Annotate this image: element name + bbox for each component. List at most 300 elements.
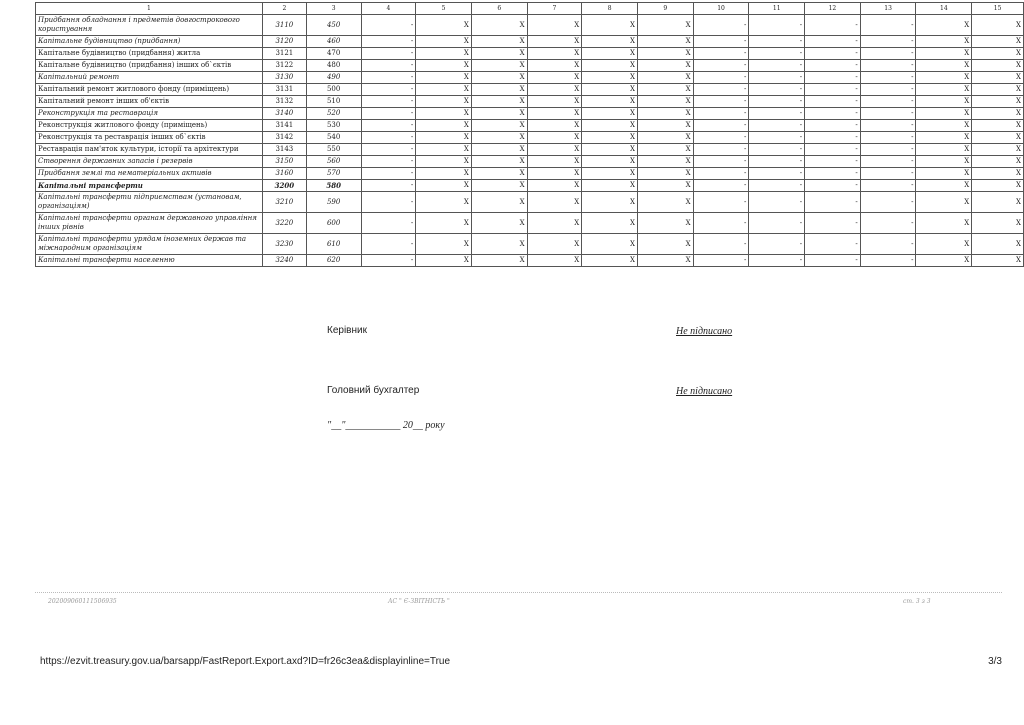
table-cell: - xyxy=(361,144,416,156)
table-cell: X xyxy=(527,72,582,84)
table-cell: - xyxy=(860,120,916,132)
table-cell: X xyxy=(637,108,693,120)
table-cell: X xyxy=(527,36,582,48)
row-kekv-code: 3120 xyxy=(262,36,306,48)
table-cell: X xyxy=(416,120,472,132)
table-cell: X xyxy=(582,180,638,192)
table-cell: X xyxy=(637,213,693,234)
table-cell: X xyxy=(471,168,527,180)
table-row xyxy=(36,180,1024,192)
table-cell: X xyxy=(637,36,693,48)
table-cell: X xyxy=(916,120,972,132)
column-header: 3 xyxy=(306,3,361,15)
table-cell: X xyxy=(972,213,1024,234)
column-header: 9 xyxy=(637,3,693,15)
table-cell: - xyxy=(693,234,749,255)
row-line-code: 580 xyxy=(306,180,361,192)
table-row xyxy=(36,60,1024,72)
table-cell: - xyxy=(361,36,416,48)
table-cell: X xyxy=(637,255,693,267)
table-cell: X xyxy=(916,255,972,267)
table-cell: X xyxy=(637,192,693,213)
row-kekv-code: 3210 xyxy=(262,192,306,213)
accountant-signature-status: Не підписано xyxy=(676,386,733,397)
table-row xyxy=(36,72,1024,84)
system-name: АС " Є-ЗВІТНІСТЬ " xyxy=(388,598,450,605)
table-cell: - xyxy=(805,168,861,180)
table-cell: X xyxy=(582,168,638,180)
table-cell: X xyxy=(416,180,472,192)
table-cell: - xyxy=(805,15,861,36)
table-cell: - xyxy=(805,60,861,72)
column-header: 11 xyxy=(749,3,805,15)
table-cell: X xyxy=(916,84,972,96)
row-name: Капітальні трансферти підприємствам (установам, організаціям) xyxy=(36,192,263,213)
table-cell: - xyxy=(693,168,749,180)
row-name: Реконструкція та реставрація інших об`єктів xyxy=(36,132,263,144)
table-cell: X xyxy=(582,120,638,132)
table-row xyxy=(36,15,1024,36)
table-cell: X xyxy=(582,144,638,156)
row-line-code: 620 xyxy=(306,255,361,267)
column-header: 6 xyxy=(471,3,527,15)
table-cell: X xyxy=(637,84,693,96)
table-row xyxy=(36,36,1024,48)
row-kekv-code: 3141 xyxy=(262,120,306,132)
table-cell: - xyxy=(805,213,861,234)
table-cell: X xyxy=(471,180,527,192)
table-cell: X xyxy=(637,180,693,192)
row-line-code: 540 xyxy=(306,132,361,144)
table-cell: - xyxy=(749,144,805,156)
table-body xyxy=(36,3,1024,267)
table-cell: X xyxy=(916,213,972,234)
table-cell: - xyxy=(805,36,861,48)
row-kekv-code: 3121 xyxy=(262,48,306,60)
table-cell: X xyxy=(582,60,638,72)
row-name: Капітальні трансферти органам державного управління інших рівнів xyxy=(36,213,263,234)
table-cell: X xyxy=(582,36,638,48)
table-row xyxy=(36,120,1024,132)
table-cell: - xyxy=(749,180,805,192)
table-cell: - xyxy=(361,255,416,267)
row-kekv-code: 3132 xyxy=(262,96,306,108)
row-name: Реконструкція житлового фонду (приміщень) xyxy=(36,120,263,132)
table-cell: - xyxy=(805,192,861,213)
table-cell: - xyxy=(860,234,916,255)
accountant-label: Головний бухгалтер xyxy=(327,385,420,396)
table-cell: X xyxy=(416,144,472,156)
table-cell: X xyxy=(471,156,527,168)
row-line-code: 460 xyxy=(306,36,361,48)
table-cell: - xyxy=(361,96,416,108)
table-cell: X xyxy=(471,108,527,120)
table-cell: X xyxy=(527,144,582,156)
table-cell: X xyxy=(916,234,972,255)
column-header: 7 xyxy=(527,3,582,15)
table-cell: X xyxy=(416,108,472,120)
table-cell: - xyxy=(361,15,416,36)
table-cell: X xyxy=(972,60,1024,72)
table-row xyxy=(36,255,1024,267)
table-cell: - xyxy=(860,72,916,84)
table-cell: X xyxy=(972,144,1024,156)
table-cell: - xyxy=(805,48,861,60)
table-cell: X xyxy=(471,84,527,96)
table-cell: - xyxy=(805,120,861,132)
table-cell: - xyxy=(749,213,805,234)
table-cell: X xyxy=(972,156,1024,168)
table-cell: X xyxy=(972,255,1024,267)
table-cell: X xyxy=(416,60,472,72)
table-cell: - xyxy=(693,96,749,108)
head-label: Керівник xyxy=(327,325,367,336)
table-cell: - xyxy=(361,108,416,120)
row-name: Капітальний ремонт xyxy=(36,72,263,84)
table-cell: X xyxy=(637,15,693,36)
column-header: 5 xyxy=(416,3,472,15)
table-cell: X xyxy=(972,234,1024,255)
table-cell: X xyxy=(527,213,582,234)
table-cell: X xyxy=(471,255,527,267)
table-cell: X xyxy=(637,156,693,168)
table-cell: - xyxy=(805,84,861,96)
table-cell: X xyxy=(471,15,527,36)
column-header: 12 xyxy=(805,3,861,15)
row-line-code: 550 xyxy=(306,144,361,156)
page-url: https://ezvit.treasury.gov.ua/barsapp/FastReport.Export.axd?ID=fr26c3ea&displayinline=True xyxy=(40,656,451,667)
table-cell: X xyxy=(582,156,638,168)
table-cell: - xyxy=(361,120,416,132)
table-row xyxy=(36,96,1024,108)
table-cell: X xyxy=(471,192,527,213)
table-cell: X xyxy=(972,48,1024,60)
table-cell: - xyxy=(860,132,916,144)
table-cell: X xyxy=(582,108,638,120)
page-counter: 3/3 xyxy=(988,656,1002,667)
table-cell: X xyxy=(416,132,472,144)
table-cell: X xyxy=(972,168,1024,180)
row-name: Капітальні трансферти населенню xyxy=(36,255,263,267)
row-line-code: 480 xyxy=(306,60,361,72)
table-cell: - xyxy=(749,60,805,72)
table-cell: X xyxy=(582,72,638,84)
table-cell: - xyxy=(805,132,861,144)
table-cell: X xyxy=(471,48,527,60)
table-cell: X xyxy=(527,48,582,60)
table-cell: - xyxy=(805,234,861,255)
table-cell: X xyxy=(972,192,1024,213)
table-cell: X xyxy=(471,120,527,132)
table-cell: X xyxy=(916,132,972,144)
table-row xyxy=(36,156,1024,168)
table-cell: X xyxy=(637,144,693,156)
row-line-code: 570 xyxy=(306,168,361,180)
table-cell: - xyxy=(805,96,861,108)
table-cell: X xyxy=(527,255,582,267)
row-name: Капітальне будівництво (придбання) житла xyxy=(36,48,263,60)
table-cell: X xyxy=(527,132,582,144)
row-kekv-code: 3142 xyxy=(262,132,306,144)
table-cell: X xyxy=(527,180,582,192)
table-cell: X xyxy=(972,15,1024,36)
table-cell: - xyxy=(860,255,916,267)
table-cell: - xyxy=(361,48,416,60)
row-kekv-code: 3200 xyxy=(262,180,306,192)
row-line-code: 500 xyxy=(306,84,361,96)
table-cell: - xyxy=(860,36,916,48)
table-cell: - xyxy=(805,180,861,192)
row-name: Придбання землі та нематеріальних активів xyxy=(36,168,263,180)
table-cell: - xyxy=(749,96,805,108)
column-header: 4 xyxy=(361,3,416,15)
row-name: Капітальні трансферти xyxy=(36,180,263,192)
table-cell: - xyxy=(860,144,916,156)
table-cell: - xyxy=(361,60,416,72)
table-cell: - xyxy=(361,132,416,144)
row-kekv-code: 3140 xyxy=(262,108,306,120)
table-cell: - xyxy=(749,15,805,36)
table-cell: X xyxy=(471,96,527,108)
table-cell: - xyxy=(749,36,805,48)
table-cell: X xyxy=(527,15,582,36)
table-cell: X xyxy=(416,48,472,60)
table-cell: X xyxy=(972,180,1024,192)
row-name: Реконструкція та реставрація xyxy=(36,108,263,120)
table-cell: - xyxy=(361,192,416,213)
table-cell: X xyxy=(972,132,1024,144)
table-cell: - xyxy=(749,72,805,84)
table-cell: X xyxy=(916,180,972,192)
column-header: 1 xyxy=(36,3,263,15)
row-name: Придбання обладнання і предметів довгострокового користування xyxy=(36,15,263,36)
table-cell: X xyxy=(582,96,638,108)
row-name: Реставрація пам'яток культури, історії та архітектури xyxy=(36,144,263,156)
table-cell: - xyxy=(860,60,916,72)
table-cell: X xyxy=(471,36,527,48)
table-row xyxy=(36,48,1024,60)
table-cell: - xyxy=(693,120,749,132)
table-cell: X xyxy=(527,192,582,213)
table-cell: - xyxy=(693,72,749,84)
column-header: 8 xyxy=(582,3,638,15)
row-line-code: 520 xyxy=(306,108,361,120)
table-cell: X xyxy=(416,84,472,96)
row-kekv-code: 3143 xyxy=(262,144,306,156)
table-cell: - xyxy=(860,180,916,192)
table-cell: X xyxy=(471,72,527,84)
column-number-row xyxy=(36,3,1024,15)
table-cell: X xyxy=(972,84,1024,96)
table-row xyxy=(36,84,1024,96)
table-cell: - xyxy=(693,213,749,234)
row-kekv-code: 3240 xyxy=(262,255,306,267)
row-kekv-code: 3110 xyxy=(262,15,306,36)
table-cell: X xyxy=(471,60,527,72)
table-cell: - xyxy=(361,156,416,168)
table-cell: X xyxy=(637,120,693,132)
table-cell: X xyxy=(471,132,527,144)
table-row xyxy=(36,192,1024,213)
table-cell: X xyxy=(416,213,472,234)
table-cell: - xyxy=(805,108,861,120)
table-cell: - xyxy=(361,72,416,84)
table-cell: - xyxy=(749,255,805,267)
column-header: 2 xyxy=(262,3,306,15)
table-cell: - xyxy=(749,84,805,96)
table-cell: X xyxy=(416,234,472,255)
table-cell: - xyxy=(693,36,749,48)
table-cell: X xyxy=(972,96,1024,108)
row-line-code: 590 xyxy=(306,192,361,213)
table-cell: X xyxy=(416,36,472,48)
table-cell: X xyxy=(416,156,472,168)
table-cell: X xyxy=(916,108,972,120)
table-cell: X xyxy=(416,15,472,36)
table-cell: X xyxy=(916,156,972,168)
table-cell: X xyxy=(916,96,972,108)
row-kekv-code: 3150 xyxy=(262,156,306,168)
row-line-code: 470 xyxy=(306,48,361,60)
column-header: 15 xyxy=(972,3,1024,15)
row-name: Капітальне будівництво (придбання) xyxy=(36,36,263,48)
table-cell: - xyxy=(361,234,416,255)
table-cell: - xyxy=(749,156,805,168)
table-row xyxy=(36,213,1024,234)
table-cell: X xyxy=(527,60,582,72)
report-table xyxy=(35,2,1024,267)
footer-divider xyxy=(35,592,1002,593)
table-cell: X xyxy=(527,120,582,132)
table-cell: X xyxy=(582,213,638,234)
row-kekv-code: 3160 xyxy=(262,168,306,180)
table-cell: X xyxy=(637,96,693,108)
row-line-code: 450 xyxy=(306,15,361,36)
table-cell: - xyxy=(860,48,916,60)
table-cell: X xyxy=(582,192,638,213)
table-cell: X xyxy=(527,108,582,120)
table-cell: - xyxy=(693,60,749,72)
table-cell: - xyxy=(361,84,416,96)
table-cell: X xyxy=(637,48,693,60)
table-cell: - xyxy=(693,108,749,120)
table-cell: X xyxy=(916,192,972,213)
table-cell: - xyxy=(860,96,916,108)
table-cell: - xyxy=(749,120,805,132)
row-line-code: 560 xyxy=(306,156,361,168)
table-cell: - xyxy=(805,156,861,168)
table-cell: X xyxy=(527,156,582,168)
table-cell: X xyxy=(527,96,582,108)
table-cell: X xyxy=(637,60,693,72)
table-cell: - xyxy=(361,213,416,234)
column-header: 10 xyxy=(693,3,749,15)
table-cell: - xyxy=(693,255,749,267)
row-kekv-code: 3122 xyxy=(262,60,306,72)
table-cell: - xyxy=(860,213,916,234)
row-line-code: 490 xyxy=(306,72,361,84)
table-cell: X xyxy=(471,234,527,255)
table-cell: - xyxy=(860,168,916,180)
table-cell: - xyxy=(693,132,749,144)
table-cell: - xyxy=(749,108,805,120)
table-cell: X xyxy=(916,60,972,72)
table-cell: - xyxy=(860,156,916,168)
table-cell: X xyxy=(637,72,693,84)
column-header: 13 xyxy=(860,3,916,15)
table-cell: - xyxy=(805,255,861,267)
table-cell: X xyxy=(916,144,972,156)
table-cell: X xyxy=(471,144,527,156)
table-cell: X xyxy=(916,15,972,36)
column-header: 14 xyxy=(916,3,972,15)
table-cell: - xyxy=(749,48,805,60)
table-cell: - xyxy=(693,180,749,192)
row-line-code: 530 xyxy=(306,120,361,132)
table-cell: - xyxy=(860,84,916,96)
table-cell: X xyxy=(582,48,638,60)
table-cell: - xyxy=(361,168,416,180)
date-line: "__"___________ 20__ року xyxy=(327,420,445,431)
table-row xyxy=(36,234,1024,255)
table-cell: X xyxy=(527,84,582,96)
row-name: Капітальне будівництво (придбання) інших об`єктів xyxy=(36,60,263,72)
sheet-number: ст. 3 з 3 xyxy=(903,598,931,605)
row-line-code: 600 xyxy=(306,213,361,234)
table-cell: - xyxy=(860,15,916,36)
table-cell: X xyxy=(582,84,638,96)
document-code: 202009060111506935 xyxy=(48,598,117,605)
table-cell: - xyxy=(860,192,916,213)
table-cell: X xyxy=(916,72,972,84)
table-cell: X xyxy=(637,132,693,144)
row-line-code: 610 xyxy=(306,234,361,255)
row-kekv-code: 3131 xyxy=(262,84,306,96)
table-cell: X xyxy=(416,168,472,180)
table-cell: - xyxy=(693,192,749,213)
row-name: Капітальний ремонт житлового фонду (приміщень) xyxy=(36,84,263,96)
table-cell: - xyxy=(361,180,416,192)
table-cell: X xyxy=(972,72,1024,84)
table-cell: X xyxy=(916,36,972,48)
table-cell: X xyxy=(527,234,582,255)
table-cell: - xyxy=(693,84,749,96)
table-row xyxy=(36,132,1024,144)
table-cell: X xyxy=(471,213,527,234)
row-name: Капітальні трансферти урядам іноземних держав та міжнародним організаціям xyxy=(36,234,263,255)
table-cell: X xyxy=(972,108,1024,120)
row-kekv-code: 3230 xyxy=(262,234,306,255)
table-cell: - xyxy=(693,144,749,156)
head-signature-status: Не підписано xyxy=(676,326,733,337)
table-cell: X xyxy=(972,36,1024,48)
table-cell: - xyxy=(860,108,916,120)
table-cell: - xyxy=(749,132,805,144)
table-cell: - xyxy=(805,72,861,84)
table-cell: - xyxy=(693,48,749,60)
table-cell: X xyxy=(527,168,582,180)
table-row xyxy=(36,168,1024,180)
row-name: Створення державних запасів і резервів xyxy=(36,156,263,168)
table-cell: X xyxy=(637,234,693,255)
table-row xyxy=(36,108,1024,120)
table-cell: X xyxy=(582,15,638,36)
table-cell: - xyxy=(749,192,805,213)
table-cell: - xyxy=(693,15,749,36)
table-cell: X xyxy=(416,255,472,267)
row-kekv-code: 3220 xyxy=(262,213,306,234)
table-cell: - xyxy=(693,156,749,168)
